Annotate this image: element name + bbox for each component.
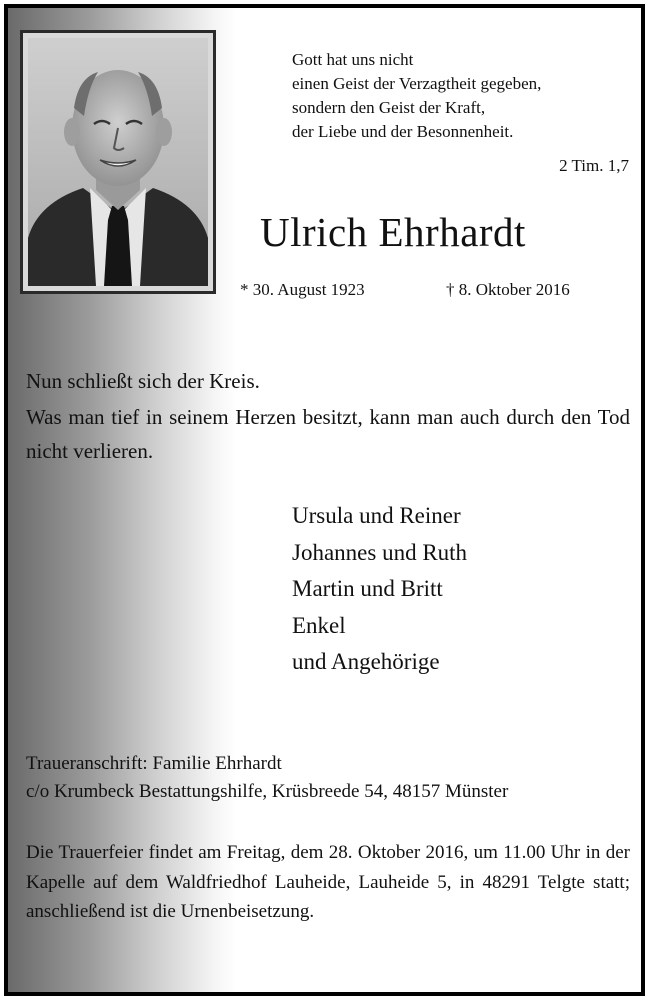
message-line-2: Was man tief in seinem Herzen besitzt, kann man auch durch den Tod nicht verlieren. bbox=[26, 405, 630, 463]
mourning-address bbox=[26, 750, 508, 806]
deceased-name: Ulrich Ehrhardt bbox=[260, 209, 526, 255]
quote-reference: 2 Tim. 1,7 bbox=[559, 156, 629, 175]
quote-line: Gott hat uns nicht bbox=[292, 50, 414, 69]
quote-line: sondern den Geist der Kraft, bbox=[292, 98, 486, 117]
survivor-entry: Johannes und Ruth bbox=[292, 539, 468, 565]
quote-line: einen Geist der Verzagtheit gegeben, bbox=[292, 74, 542, 93]
bible-quote bbox=[292, 48, 541, 144]
survivor-entry: und Angehörige bbox=[292, 649, 440, 674]
portrait-image bbox=[28, 38, 208, 286]
birth-date: * 30. August 1923 bbox=[240, 280, 365, 299]
survivor-entry: Ursula und Reiner bbox=[292, 503, 461, 528]
survivors-list bbox=[292, 498, 467, 681]
survivor-entry: Martin und Britt bbox=[292, 576, 443, 601]
portrait-photo bbox=[20, 30, 216, 294]
funeral-service-info: Die Trauerfeier findet am Freitag, dem 28. Oktober 2016, um 11.00 Uhr in der Kapelle auf dem Waldfriedhof Lauheide, Lauheide 5, in 48291 Telgte statt; anschließend ist die Urnenbeisetzung. bbox=[26, 842, 630, 922]
death-date: † 8. Oktober 2016 bbox=[446, 280, 570, 299]
address-line: c/o Krumbeck Bestattungshilfe, Krüsbreede 54, 48157 Münster bbox=[26, 781, 509, 802]
message-line-1: Nun schließt sich der Kreis. bbox=[26, 369, 260, 393]
survivor-entry: Enkel bbox=[292, 612, 346, 638]
quote-line: der Liebe und der Besonnenheit. bbox=[292, 122, 514, 141]
obituary-card bbox=[4, 4, 645, 996]
address-line: Traueranschrift: Familie Ehrhardt bbox=[26, 753, 282, 774]
